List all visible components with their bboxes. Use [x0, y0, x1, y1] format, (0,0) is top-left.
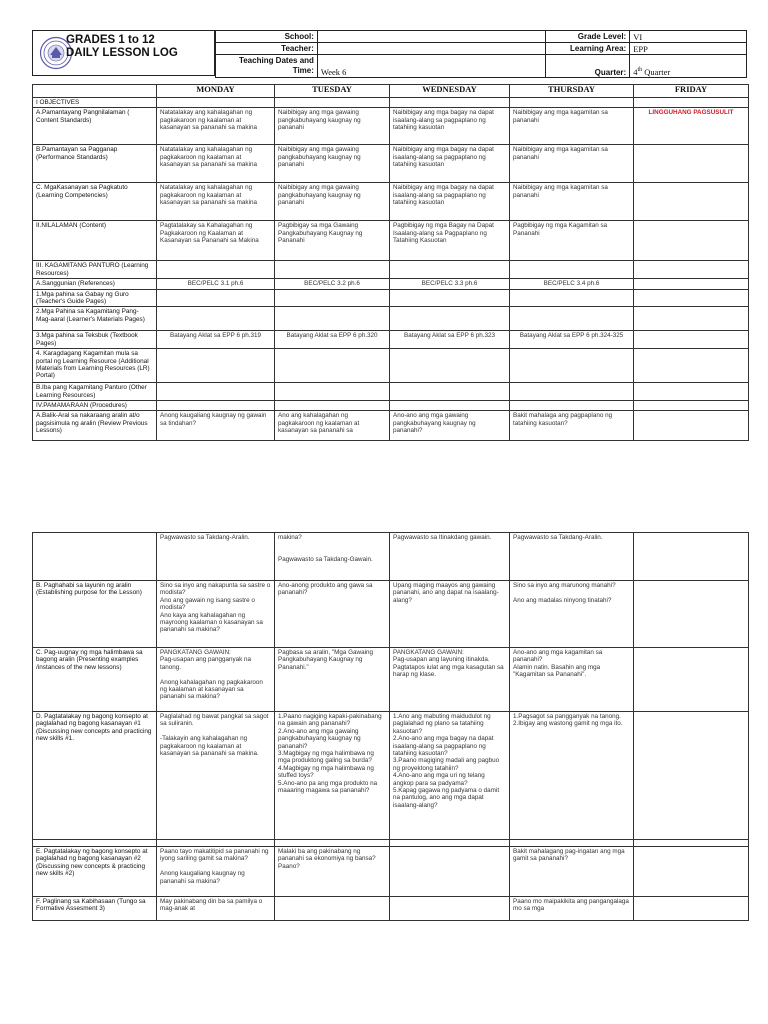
- cell-friday: LINGGUHANG PAGSUSULIT: [634, 108, 749, 145]
- cell-wednesday: [390, 401, 510, 411]
- row-label: 4. Karagdagang Kagamitan mula sa portal ng Learning Resource (Additional Materials from Learning Resources (LR) Portal): [33, 349, 157, 383]
- title-box: [32, 30, 215, 76]
- cell-wednesday: [390, 897, 510, 921]
- table-row: [33, 411, 749, 441]
- cell-wednesday: Batayang Aklat sa EPP 6 ph.323: [390, 331, 510, 349]
- teaching-dates-value: Week 6: [317, 55, 545, 78]
- table-row: [33, 847, 749, 897]
- cell-friday: [634, 349, 749, 383]
- table-row: [33, 98, 749, 108]
- table-row: [33, 840, 749, 847]
- cell-thursday: 1.Pagsagot sa pangganyak na tanong. 2.Ibigay ang wastong gamit ng mga ito.: [510, 712, 634, 840]
- cell-tuesday: BEC/PELC 3.2 ph.6: [275, 279, 390, 289]
- cell-thursday: Naibibigay ang mga kagamitan sa pananahi: [510, 145, 634, 183]
- learning-area-value: EPP: [630, 43, 747, 55]
- cell-wednesday: Naibibigay ang mga bagay na dapat isaalang-alang sa pagpaplano ng tatahiing kasuotan: [390, 108, 510, 145]
- cell-thursday: [510, 383, 634, 401]
- cell-tuesday: [275, 383, 390, 401]
- cell-tuesday: [275, 349, 390, 383]
- cell-tuesday: [275, 897, 390, 921]
- day-header-wednesday: WEDNESDAY: [390, 85, 510, 98]
- cell-tuesday: Batayang Aklat sa EPP 6 ph.320: [275, 331, 390, 349]
- cell-tuesday: Pagbibigay sa mga Gawaing Pangkabuhayang Kaugnay ng Pananahi: [275, 221, 390, 261]
- title-line-2: DAILY LESSON LOG: [66, 47, 178, 59]
- cell-tuesday: [275, 98, 390, 108]
- cell-monday: Sino sa inyo ang nakapunta sa sastre o modista? Ano ang gawain ng isang sastre o modista? Ano kaya ang kahalagahan ng mayroong kaalaman o kasanayan sa pananahi sa makina?: [157, 581, 275, 648]
- cell-wednesday: [390, 261, 510, 279]
- cell-monday: Batayang Aklat sa EPP 6 ph.319: [157, 331, 275, 349]
- cell-wednesday: PANGKATANG GAWAIN: Pag-usapan ang layuning itinakda. Pagtatapos iulat ang mga kasagutan sa harap ng klase.: [390, 648, 510, 712]
- cell-monday: May pakinabang din ba sa pamilya o mag-anak at: [157, 897, 275, 921]
- table-row: [33, 581, 749, 648]
- row-label: A.Sanggunian (References): [33, 279, 157, 289]
- cell-thursday: Bakit mahalagang pag-ingatan ang mga gamit sa pananahi?: [510, 847, 634, 897]
- cell-monday: BEC/PELC 3.1 ph.6: [157, 279, 275, 289]
- cell-monday: Natatalakay ang kahalagahan ng pagkakaroon ng kaalaman at kasanayan sa pananahi sa makina: [157, 145, 275, 183]
- cell-thursday: Pagbibigay ng mga Kagamitan sa Pananahi: [510, 221, 634, 261]
- table-row: [33, 897, 749, 921]
- cell-thursday: Naibibigay ang mga kagamitan sa pananahi: [510, 108, 634, 145]
- cell-thursday: [510, 98, 634, 108]
- cell-friday: [634, 145, 749, 183]
- cell-tuesday: [275, 840, 390, 847]
- cell-tuesday: Ano ang kahalagahan ng pagkakaroon ng kaalaman at kasanayan sa pananahi sa: [275, 411, 390, 441]
- teaching-dates-label: [216, 55, 318, 78]
- cell-thursday: [510, 289, 634, 307]
- teacher-value: [317, 43, 545, 55]
- cell-thursday: Paano mo maipakikita ang pangangalaga mo sa mga: [510, 897, 634, 921]
- table-row: [33, 183, 749, 221]
- table-row: [33, 712, 749, 840]
- cell-thursday: [510, 307, 634, 331]
- row-label: C. Pag-uugnay ng mga halimbawa sa bagong aralin (Presenting examples /instances of the new lessons): [33, 648, 157, 712]
- cell-tuesday: [275, 401, 390, 411]
- grade-level-value: VI: [630, 31, 747, 43]
- row-label: IV.PAMAMARAAN (Procedures): [33, 401, 157, 411]
- cell-tuesday: Pagbasa sa aralin, "Mga Gawaing Pangkabuhayang Kaugnay ng Pananahi.": [275, 648, 390, 712]
- table-row: [33, 261, 749, 279]
- cell-wednesday: Upang maging maayos ang gawaing pananahi, ano ang dapat na isaalang-alang?: [390, 581, 510, 648]
- cell-wednesday: Pagbibigay ng mga Bagay na Dapat Isaalang-alang sa Pagpaplano ng Tatahiing Kasuotan: [390, 221, 510, 261]
- cell-thursday: Naibibigay ang mga kagamitan sa pananahi: [510, 183, 634, 221]
- lesson-table-part-2: [32, 532, 749, 921]
- cell-monday: [157, 401, 275, 411]
- cell-wednesday: [390, 840, 510, 847]
- cell-monday: Paano tayo makatitipid sa pananahi ng iyong sariling gamit sa makina? Anong kaugaliang kaugnay ng pananahi sa makina?: [157, 847, 275, 897]
- cell-friday: [634, 261, 749, 279]
- day-header-monday: MONDAY: [157, 85, 275, 98]
- cell-tuesday: [275, 261, 390, 279]
- table-row: [33, 221, 749, 261]
- row-label: II.NILALAMAN (Content): [33, 221, 157, 261]
- grade-level-label: Grade Level:: [546, 31, 630, 43]
- cell-thursday: Batayang Aklat sa EPP 6 ph.324-325: [510, 331, 634, 349]
- row-label: 1.Mga pahina sa Gabay ng Guro (Teacher's Guide Pages): [33, 289, 157, 307]
- lesson-rows-part-2: [33, 533, 749, 921]
- cell-friday: [634, 383, 749, 401]
- cell-monday: Anong kaugaliang kaugnay ng gawain sa tindahan?: [157, 411, 275, 441]
- row-label: B.Iba pang Kagamitang Panturo (Other Learning Resources): [33, 383, 157, 401]
- table-row: [33, 279, 749, 289]
- row-label: B.Pamantayan sa Pagganap (Performance Standards): [33, 145, 157, 183]
- cell-tuesday: [275, 307, 390, 331]
- cell-friday: [634, 712, 749, 840]
- cell-wednesday: BEC/PELC 3.3 ph.6: [390, 279, 510, 289]
- cell-thursday: [510, 401, 634, 411]
- cell-monday: Natatalakay ang kahalagahan ng pagkakaroon ng kaalaman at kasanayan sa pananahi sa makina: [157, 108, 275, 145]
- corner-cell: [33, 85, 157, 98]
- cell-thursday: Ano-ano ang mga kagamitan sa pananahi? Alamin natin. Basahin ang mga "Kagamitan sa Pananahi".: [510, 648, 634, 712]
- table-row: [33, 349, 749, 383]
- cell-wednesday: [390, 98, 510, 108]
- cell-wednesday: Pagwawasto sa Itinakdang gawain.: [390, 533, 510, 581]
- cell-wednesday: [390, 847, 510, 897]
- cell-tuesday: Naibibigay ang mga gawaing pangkabuhayang kaugnay ng pananahi: [275, 108, 390, 145]
- header-info-table: [215, 30, 747, 78]
- row-label: E. Pagtatalakay ng bagong konsepto at paglalahad ng bagong kasanayan #2 (Discussing new concepts & practicing new skills #2): [33, 847, 157, 897]
- cell-monday: Pagwawasto sa Takdang-Aralin.: [157, 533, 275, 581]
- cell-monday: [157, 383, 275, 401]
- cell-tuesday: makina? Pagwawasto sa Takdang-Gawain.: [275, 533, 390, 581]
- table-row: [33, 648, 749, 712]
- cell-wednesday: Ano-ano ang mga gawaing pangkabuhayang kaugnay ng pananahi?: [390, 411, 510, 441]
- row-label: 3.Mga pahina sa Teksbuk (Textbook Pages): [33, 331, 157, 349]
- teacher-label: Teacher:: [216, 43, 318, 55]
- row-label: C. MgaKasanayan sa Pagkatuto (Learning Competencies): [33, 183, 157, 221]
- cell-friday: [634, 401, 749, 411]
- cell-friday: [634, 183, 749, 221]
- cell-monday: [157, 840, 275, 847]
- cell-monday: [157, 261, 275, 279]
- table-row: [33, 108, 749, 145]
- row-label: [33, 840, 157, 847]
- cell-tuesday: Naibibigay ang mga gawaing pangkabuhayang kaugnay ng pananahi: [275, 145, 390, 183]
- cell-wednesday: [390, 307, 510, 331]
- quarter-label: Quarter:: [546, 55, 630, 78]
- row-label: B. Paghahabi sa layunin ng aralin (Establishing purpose for the Lesson): [33, 581, 157, 648]
- row-label: F. Paglinang sa Kabihasaan (Tungo sa Formative Assesment 3): [33, 897, 157, 921]
- cell-thursday: Pagwawasto sa Takdang-Aralin.: [510, 533, 634, 581]
- cell-wednesday: [390, 289, 510, 307]
- row-label: D. Pagtatalakay ng bagong konsepto at paglalahad ng bagong kasanayan #1 (Discussing new concepts and practicing new skills #1.: [33, 712, 157, 840]
- day-header-friday: FRIDAY: [634, 85, 749, 98]
- cell-friday: [634, 98, 749, 108]
- cell-monday: [157, 98, 275, 108]
- teaching-dates-label-2: Time:: [292, 66, 314, 75]
- lesson-table-part-1: [32, 84, 749, 441]
- cell-monday: Natatalakay ang kahalagahan ng pagkakaroon ng kaalaman at kasanayan sa pananahi sa makina: [157, 183, 275, 221]
- cell-monday: Pagtatalakay sa Kahalagahan ng Pagkakaroon ng Kaalaman at Kasanayan sa Pananahi sa Makina: [157, 221, 275, 261]
- lesson-log-header: [32, 30, 747, 76]
- row-label: 2.Mga Pahina sa Kagamitang Pang-Mag-aaral (Learner's Materials Pages): [33, 307, 157, 331]
- row-label: A.Pamantayang Pangnilalaman ( Content Standards): [33, 108, 157, 145]
- cell-tuesday: Naibibigay ang mga gawaing pangkabuhayang kaugnay ng pananahi: [275, 183, 390, 221]
- cell-tuesday: Malaki ba ang pakinabang ng pananahi sa ekonomiya ng bansa? Paano?: [275, 847, 390, 897]
- cell-tuesday: Ano-anong produkto ang gawa sa pananahi?: [275, 581, 390, 648]
- cell-tuesday: [275, 289, 390, 307]
- table-row: [33, 145, 749, 183]
- lesson-rows-part-1: [33, 98, 749, 441]
- cell-monday: Paglalahad ng bawat pangkat sa sagot sa suliranin. -Talakayin ang kahalagahan ng pagkakaroon ng kaalaman at kasanayan sa pananahi sa makina.: [157, 712, 275, 840]
- day-header-thursday: THURSDAY: [510, 85, 634, 98]
- table-row: [33, 383, 749, 401]
- teaching-dates-label-1: Teaching Dates and: [238, 56, 314, 65]
- cell-wednesday: Naibibigay ang mga bagay na dapat isaalang-alang sa pagpaplano ng tatahiing kasuotan: [390, 145, 510, 183]
- cell-friday: [634, 279, 749, 289]
- cell-monday: [157, 289, 275, 307]
- cell-wednesday: Naibibigay ang mga bagay na dapat isaalang-alang sa pagpaplano ng tatahiing kasuotan: [390, 183, 510, 221]
- table-row: [33, 401, 749, 411]
- cell-friday: [634, 533, 749, 581]
- row-label: A.Balik-Aral sa nakaraang aralin at/o pagsisimula ng aralin (Review Previous Lessons): [33, 411, 157, 441]
- cell-tuesday: 1.Paano nagiging kapaki-pakinabang na gawain ang pananahi? 2.Ano-ano ang mga gawaing pangkabuhayang kaugnay ng pananahi? 3.Magbigay ng mga halimbawa ng mga produktong galing sa burda? 4.Magbigay ng mga halimbawa ng stuffed toys? 5.Ano-ano pa ang mga produkto na maaaring magawa sa pananahi?: [275, 712, 390, 840]
- cell-friday: [634, 331, 749, 349]
- row-label: III. KAGAMITANG PANTURO (Learning Resources): [33, 261, 157, 279]
- cell-thursday: [510, 349, 634, 383]
- day-header-tuesday: TUESDAY: [275, 85, 390, 98]
- cell-friday: [634, 897, 749, 921]
- table-row: [33, 533, 749, 581]
- cell-wednesday: 1.Ano ang mabuting maidudulot ng paglalahad ng plano sa tatahiing kasuotan? 2.Ano-ano ang mga bagay na dapat isaalang-alang sa pagpaplano ng tatahiing kasuotan? 3.Paano magiging madali ang pagbuo ng proyektong tatahiin? 4.Ano-ano ang mga uri ng telang angkop para sa padyama? 5.Kapag gagawa ng padyama o damit na pantulog, ano ang mga dapat isaalang-alang?: [390, 712, 510, 840]
- cell-monday: [157, 349, 275, 383]
- cell-thursday: Bakit mahalaga ang pagpaplano ng tatahiing kasuotan?: [510, 411, 634, 441]
- day-header-row: [33, 85, 749, 98]
- document-title: [66, 34, 178, 60]
- cell-friday: [634, 840, 749, 847]
- cell-friday: [634, 289, 749, 307]
- cell-friday: [634, 648, 749, 712]
- row-label: I OBJECTIVES: [33, 98, 157, 108]
- table-row: [33, 289, 749, 307]
- table-row: [33, 307, 749, 331]
- cell-friday: [634, 581, 749, 648]
- row-label: [33, 533, 157, 581]
- cell-wednesday: [390, 349, 510, 383]
- cell-friday: [634, 221, 749, 261]
- cell-friday: [634, 847, 749, 897]
- school-label: School:: [216, 31, 318, 43]
- cell-thursday: BEC/PELC 3.4 ph.6: [510, 279, 634, 289]
- title-line-1: GRADES 1 to 12: [66, 34, 155, 46]
- cell-monday: PANGKATANG GAWAIN: Pag-usapan ang pangganyak na tanong. Anong kahalagahan ng pagkakaroon ng kaalaman at kasanayan sa pananahi sa makina?: [157, 648, 275, 712]
- learning-area-label: Learning Area:: [546, 43, 630, 55]
- quarter-value: 4th Quarter: [630, 55, 747, 78]
- cell-friday: [634, 307, 749, 331]
- cell-thursday: [510, 261, 634, 279]
- cell-friday: [634, 411, 749, 441]
- table-row: [33, 331, 749, 349]
- quarter-ordinal-suffix: th: [637, 67, 643, 74]
- school-value: [317, 31, 545, 43]
- cell-thursday: [510, 840, 634, 847]
- cell-monday: [157, 307, 275, 331]
- cell-thursday: Sino sa inyo ang marunong manahi? Ano ang madalas ninyong tinatahi?: [510, 581, 634, 648]
- cell-wednesday: [390, 383, 510, 401]
